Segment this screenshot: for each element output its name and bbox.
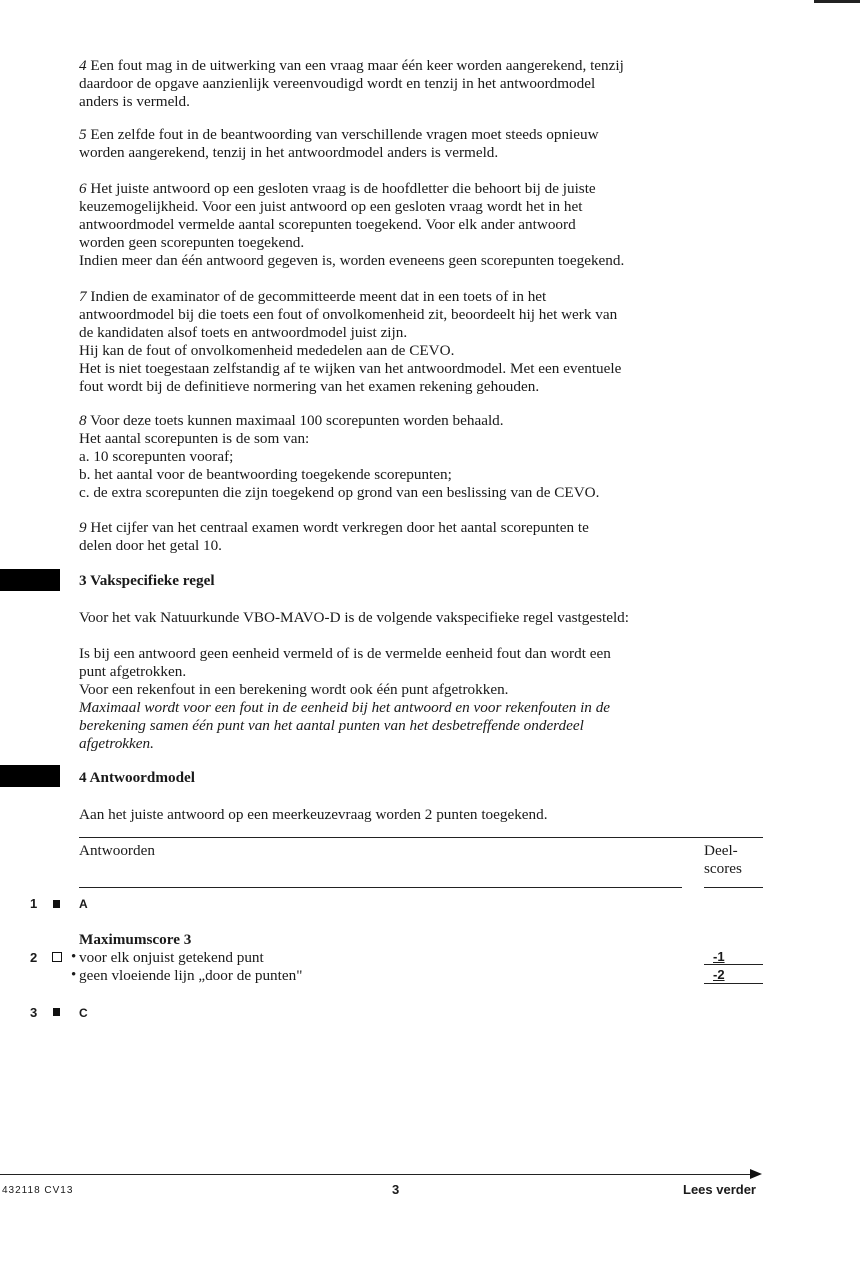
col-header-answers: Antwoorden bbox=[79, 842, 155, 859]
section-4-intro: Aan het juiste antwoord op een meerkeuzevraag worden 2 punten toegekend. bbox=[79, 806, 548, 823]
rule-line: antwoordmodel bij die toets een fout of onvolkomenheid zit, beoordeelt hij het werk van bbox=[79, 306, 618, 323]
closed-question-marker bbox=[53, 900, 60, 908]
rule-line: Is bij een antwoord geen eenheid vermeld of is de vermelde eenheid fout dan wordt een bbox=[79, 645, 611, 662]
rule-line: fout wordt bij de definitieve normering van het examen rekening gehouden. bbox=[79, 378, 540, 395]
section-3-title: 3 Vakspecifieke regel bbox=[79, 572, 215, 589]
rule-line: keuzemogelijkheid. Voor een juist antwoord op een gesloten vraag wordt het in het bbox=[79, 198, 583, 215]
question-answer: A bbox=[79, 897, 88, 911]
rule-7 bbox=[79, 288, 699, 396]
rule-line: b. het aantal voor de beantwoording toegekende scorepunten; bbox=[79, 466, 452, 483]
rule-line: daardoor de opgave aanzienlijk vereenvoudigd wordt en tenzij in het antwoordmodel bbox=[79, 75, 596, 92]
rule-line-italic: afgetrokken. bbox=[79, 735, 154, 752]
rule-line-italic: berekening samen één punt van het aantal punten van het desbetreffende onderdeel bbox=[79, 717, 584, 734]
rule-line: Voor deze toets kunnen maximaal 100 scorepunten worden behaald. bbox=[90, 412, 504, 429]
col-header-scores-line: scores bbox=[704, 860, 742, 877]
rule-line: antwoordmodel vermelde aantal scorepunten toegekend. Voor elk ander antwoord bbox=[79, 216, 576, 233]
question-number: 3 bbox=[30, 1005, 38, 1020]
rule-line: c. de extra scorepunten die zijn toegekend op grond van een beslissing van de CEVO. bbox=[79, 484, 600, 501]
page-number: 3 bbox=[392, 1182, 400, 1197]
continue-label: Lees verder bbox=[683, 1182, 756, 1197]
rule-line: Indien de examinator of de gecommitteerde meent dat in een toets of in het bbox=[90, 288, 547, 305]
rule-8 bbox=[79, 412, 699, 502]
open-question-marker bbox=[52, 952, 62, 962]
rule-number: 8 bbox=[79, 412, 87, 429]
rule-line: Het aantal scorepunten is de som van: bbox=[79, 430, 310, 447]
rule-line: Hij kan de fout of onvolkomenheid mededelen aan de CEVO. bbox=[79, 342, 455, 359]
score-value: -2 bbox=[713, 967, 725, 982]
rule-line: Het is niet toegestaan zelfstandig af te wijken van het antwoordmodel. Met een eventuele bbox=[79, 360, 622, 377]
rule-line-italic: Maximaal wordt voor een fout in de eenheid bij het antwoord en voor rekenfouten in de bbox=[79, 699, 611, 716]
rule-number: 9 bbox=[79, 519, 87, 536]
rule-number: 6 bbox=[79, 180, 87, 197]
max-score-heading: Maximumscore 3 bbox=[79, 931, 192, 948]
rule-number: 7 bbox=[79, 288, 87, 305]
section-marker bbox=[0, 765, 60, 787]
rule-line: Een fout mag in de uitwerking van een vraag maar één keer worden aangerekend, tenzij bbox=[90, 57, 624, 74]
question-number: 2 bbox=[30, 950, 38, 965]
section-4-title: 4 Antwoordmodel bbox=[79, 769, 196, 786]
score-item: voor elk onjuist getekend punt bbox=[79, 949, 264, 966]
score-rule bbox=[704, 964, 763, 965]
rule-line: Het juiste antwoord op een gesloten vraag is de hoofdletter die behoort bij de juiste bbox=[90, 180, 596, 197]
rule-line: worden aangerekend, tenzij in het antwoordmodel anders is vermeld. bbox=[79, 144, 499, 161]
question-number: 1 bbox=[30, 896, 38, 911]
section-3-rule bbox=[79, 645, 699, 753]
section-3-intro: Voor het vak Natuurkunde VBO-MAVO-D is de volgende vakspecifieke regel vastgesteld: bbox=[79, 609, 629, 626]
table-header-rule bbox=[79, 887, 682, 888]
score-value: -1 bbox=[713, 949, 725, 964]
score-item: geen vloeiende lijn „door de punten" bbox=[79, 967, 303, 984]
document-code: 432118 CV13 bbox=[2, 1185, 74, 1196]
rule-line: punt afgetrokken. bbox=[79, 663, 187, 680]
rule-line: Een zelfde fout in de beantwoording van verschillende vragen moet steeds opnieuw bbox=[90, 126, 599, 143]
table-top-rule bbox=[79, 837, 763, 838]
rule-9 bbox=[79, 519, 699, 555]
col-header-scores bbox=[704, 842, 742, 878]
rule-line: Voor een rekenfout in een berekening wordt ook één punt afgetrokken. bbox=[79, 681, 509, 698]
rule-line: anders is vermeld. bbox=[79, 93, 190, 110]
section-marker bbox=[0, 569, 60, 591]
corner-mark bbox=[814, 0, 860, 3]
rule-6 bbox=[79, 180, 699, 270]
rule-line: de kandidaten alsof toets en antwoordmodel juist zijn. bbox=[79, 324, 408, 341]
footer-rule bbox=[0, 1174, 752, 1175]
rule-line: a. 10 scorepunten vooraf; bbox=[79, 448, 234, 465]
bullet: • bbox=[71, 949, 77, 965]
rule-number: 5 bbox=[79, 126, 87, 143]
question-answer: C bbox=[79, 1006, 88, 1020]
rule-line: worden geen scorepunten toegekend. bbox=[79, 234, 305, 251]
rule-5 bbox=[79, 126, 699, 162]
rule-number: 4 bbox=[79, 57, 87, 74]
bullet: • bbox=[71, 967, 77, 983]
rule-line: delen door het getal 10. bbox=[79, 537, 222, 554]
col-header-scores-line: Deel- bbox=[704, 842, 738, 859]
closed-question-marker bbox=[53, 1008, 60, 1016]
rule-line: Indien meer dan één antwoord gegeven is, worden eveneens geen scorepunten toegekend. bbox=[79, 252, 625, 269]
rule-4 bbox=[79, 57, 699, 111]
rule-line: Het cijfer van het centraal examen wordt verkregen door het aantal scorepunten te bbox=[90, 519, 589, 536]
score-rule bbox=[704, 983, 763, 984]
scores-header-rule bbox=[704, 887, 763, 888]
arrow-icon bbox=[750, 1169, 762, 1179]
